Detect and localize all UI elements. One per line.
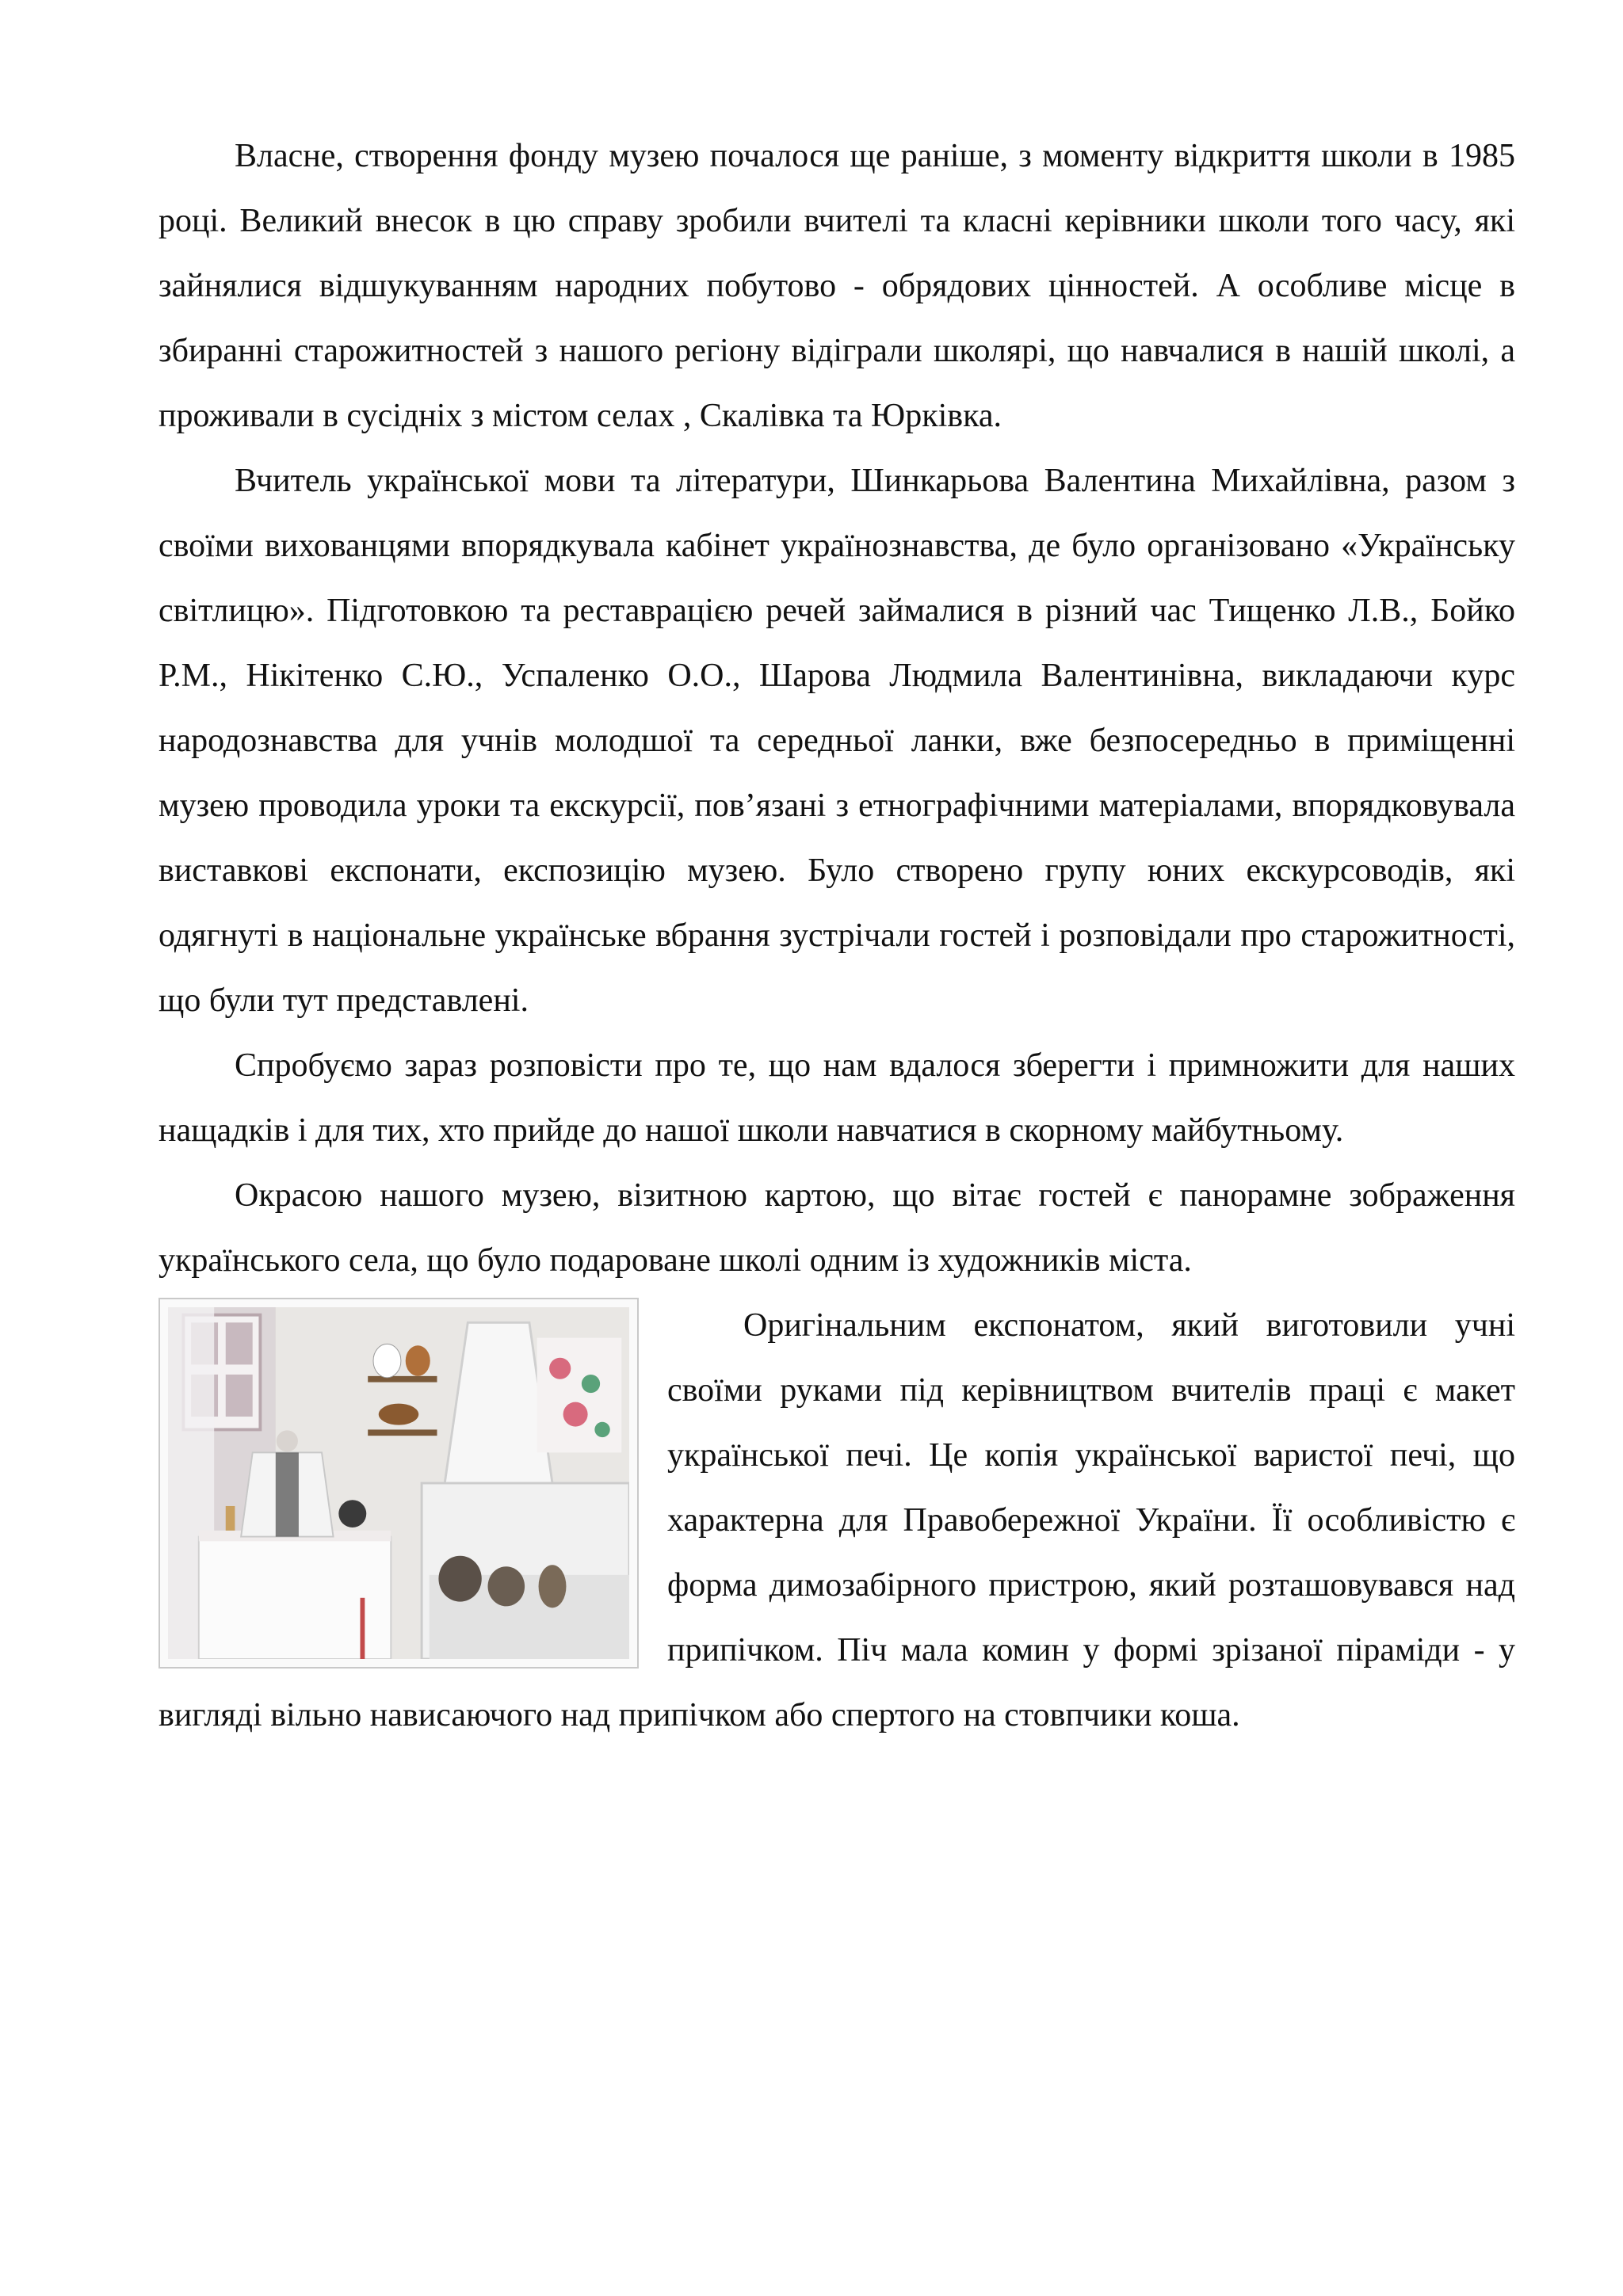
paragraph-stove: Оригінальним експонатом, який виготовили учні своїми руками під керівництвом вчителів праці є макет української печі. Це копія української варистої печі, що характерна для Правобережної України. Її особливістю є форма димозабірного пристрою, який розташовувався над припічком. Піч мала комин у формі зрізаної піраміди - у вигляді вільно нависаючого над припічком або спертого на стовпчики коша. [158,1307,1515,1733]
stove-exhibit-image [168,1307,629,1659]
document-body [158,124,1515,1748]
museum-stove-photo [158,1298,639,1669]
paragraph-teacher: Вчитель української мови та літератури, Шинкарьова Валентина Михайлівна, разом з своїми вихованцями впорядкувала кабінет українознавства, де було організовано «Українську світлицю». Підготовкою та реставрацією речей займалися в різний час Тищенко Л.В., Бойко Р.М., Нікітенко С.Ю., Успаленко О.О., Шарова Людмила Валентинівна, викладаючи курс народознавства для учнів молодшої та середньої ланки, вже безпосередньо в приміщенні музею проводила уроки та екскурсії, пов’язані з етнографічними матеріалами, впорядковувала виставкові експонати, експозицію музею. Було створено групу юних екскурсоводів, які одягнуті в національне українське вбрання зустрічали гостей і розповідали про старожитності, що були тут представлені. [158,463,1515,1019]
paragraph-panorama: Окрасою нашого музею, візитною картою, що вітає гостей є панорамне зображення українського села, що було подароване школі одним із художників міста. [158,1177,1515,1279]
paragraph-museum-founding: Власне, створення фонду музею почалося ще раніше, з моменту відкриття школи в 1985 році. Великий внесок в цю справу зробили вчителі та класні керівники школи того часу, які зайнялися відшукуванням народних побутово - обрядових цінностей. А особливе місце в збиранні старожитностей з нашого регіону відіграли школярі, що навчалися в нашій школі, а проживали в сусідніх з містом селах , Скалівка та Юрківка. [158,138,1515,434]
paragraph-preserve: Спробуємо зараз розповісти про те, що нам вдалося зберегти і примножити для наших нащадків і для тих, хто прийде до нашої школи навчатися в скорному майбутньому. [158,1047,1515,1149]
